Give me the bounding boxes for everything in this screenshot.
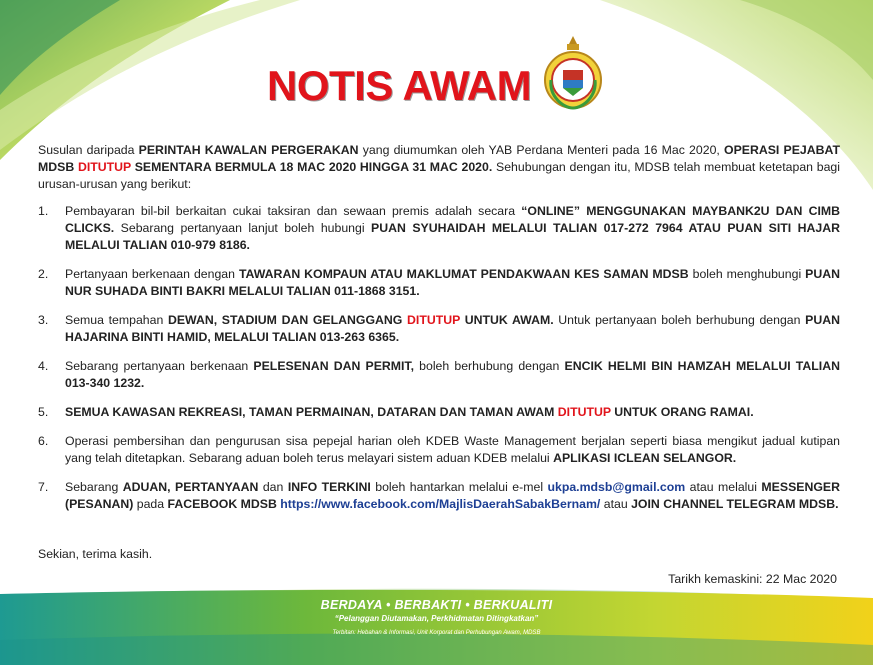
item-text: Operasi pembersihan dan pengurusan sisa pepejal harian oleh KDEB Waste Management berjalan seperti biasa mengikut jadual kutipan yang telah ditetapkan. Sebarang aduan boleh terus melayari sistem aduan KDEB melalui <box>65 434 840 465</box>
intro-text: yang diumumkan oleh YAB Perdana Menteri pada 16 Mac 2020, <box>358 143 724 157</box>
email-link[interactable]: ukpa.mdsb@gmail.com <box>547 480 686 494</box>
list-item <box>38 404 840 421</box>
item-bold: PUAN HAJARINA BINTI HAMID, MELALUI TALIAN 013-263 6365. <box>65 313 840 344</box>
item-bold: SEMUA KAWASAN REKREASI, TAMAN PERMAINAN, DATARAN DAN TAMAN AWAM <box>65 405 558 419</box>
item-bold: MESSENGER (PESANAN) <box>65 480 841 511</box>
item-text: Sebarang <box>65 480 123 494</box>
mdsb-crest-icon <box>541 34 605 114</box>
intro-bold: PERINTAH KAWALAN PERGERAKAN <box>138 143 359 157</box>
intro-closed-highlight: DITUTUP <box>77 160 131 174</box>
list-item <box>38 433 840 467</box>
list-item <box>38 203 840 254</box>
item-bold: PUAN SYUHAIDAH MELALUI TALIAN 017-272 7964 ATAU PUAN SITI HAJAR MELALUI TALIAN 010-979 8186. <box>65 221 840 252</box>
item-text: Sebarang pertanyaan lanjut boleh hubungi <box>114 221 372 235</box>
list-item <box>38 479 840 513</box>
item-closed-highlight: DITUTUP <box>557 405 611 419</box>
item-bold: PELESENAN DAN PERMIT, <box>253 359 414 373</box>
item-text: Sebarang pertanyaan berkenaan <box>65 359 254 373</box>
item-closed-highlight: DITUTUP <box>407 313 461 327</box>
updated-date: Tarikh kemaskini: 22 Mac 2020 <box>668 572 837 586</box>
item-bold: FACEBOOK MDSB <box>167 497 277 511</box>
list-number: 5. <box>38 405 49 419</box>
item-text: boleh berhubung dengan <box>414 359 565 373</box>
item-text: Pembayaran bil-bil berkaitan cukai taksiran dan sewaan premis adalah secara <box>65 204 522 218</box>
intro-text: Susulan daripada <box>38 143 139 157</box>
closing-text: Sekian, terima kasih. <box>38 547 153 561</box>
item-text: atau <box>600 497 632 511</box>
list-number: 6. <box>38 434 49 448</box>
item-bold: JOIN CHANNEL TELEGRAM MDSB. <box>631 497 839 511</box>
footer-slogan: BERDAYA • BERBAKTI • BERKUALITI <box>320 598 553 612</box>
list-item <box>38 312 840 346</box>
intro-bold: OPERASI PEJABAT MDSB <box>38 143 841 174</box>
facebook-link[interactable]: https://www.facebook.com/MajlisDaerahSabakBernam/ <box>280 497 601 511</box>
item-bold: UNTUK ORANG RAMAI. <box>610 405 754 419</box>
footer-tagline: “Pelanggan Diutamakan, Perkhidmatan Ditingkatkan” <box>334 614 539 623</box>
item-bold: APLIKASI ICLEAN SELANGOR. <box>553 451 737 465</box>
list-item <box>38 358 840 392</box>
item-bold: ENCIK HELMI BIN HAMZAH MELALUI TALIAN 013-340 1232. <box>65 359 840 390</box>
item-text: dan <box>258 480 288 494</box>
intro-paragraph <box>38 142 840 193</box>
item-bold: PUAN NUR SUHADA BINTI BAKRI MELALUI TALIAN 011-1868 3151. <box>65 267 840 298</box>
notice-body <box>38 142 840 525</box>
intro-text: Sehubungan dengan itu, MDSB telah membuat ketetapan bagi urusan-urusan yang berikut: <box>38 160 840 191</box>
list-number: 4. <box>38 359 49 373</box>
footer-publisher: Terbitan: Hebahan & Informasi, Unit Korporat dan Perhubungan Awam, MDSB <box>332 630 541 636</box>
item-bold: INFO TERKINI <box>287 480 371 494</box>
list-number: 7. <box>38 480 49 494</box>
item-text: boleh menghubungi <box>688 267 806 281</box>
notice-list <box>38 203 840 513</box>
intro-bold: SEMENTARA BERMULA 18 MAC 2020 HINGGA 31 MAC 2020. <box>131 160 493 174</box>
item-bold: DEWAN, STADIUM DAN GELANGGANG <box>167 313 408 327</box>
list-item <box>38 266 840 300</box>
list-number: 1. <box>38 204 49 218</box>
item-text: pada <box>133 497 168 511</box>
list-number: 3. <box>38 313 49 327</box>
item-bold: UNTUK AWAM. <box>460 313 554 327</box>
item-bold: “ONLINE” MENGGUNAKAN MAYBANK2U DAN CIMB CLICKS. <box>65 204 840 235</box>
list-number: 2. <box>38 267 49 281</box>
item-text: Pertanyaan berkenaan dengan <box>65 267 239 281</box>
item-text: Untuk pertanyaan boleh berhubung dengan <box>553 313 806 327</box>
item-text: boleh hantarkan melalui e-mel <box>370 480 548 494</box>
item-bold: TAWARAN KOMPAUN ATAU MAKLUMAT PENDAKWAAN KES SAMAN MDSB <box>238 267 689 281</box>
item-text: atau melalui <box>685 480 762 494</box>
item-text: Semua tempahan <box>65 313 168 327</box>
page-title: NOTIS AWAM <box>267 62 532 109</box>
item-bold: ADUAN, PERTANYAAN <box>122 480 259 494</box>
